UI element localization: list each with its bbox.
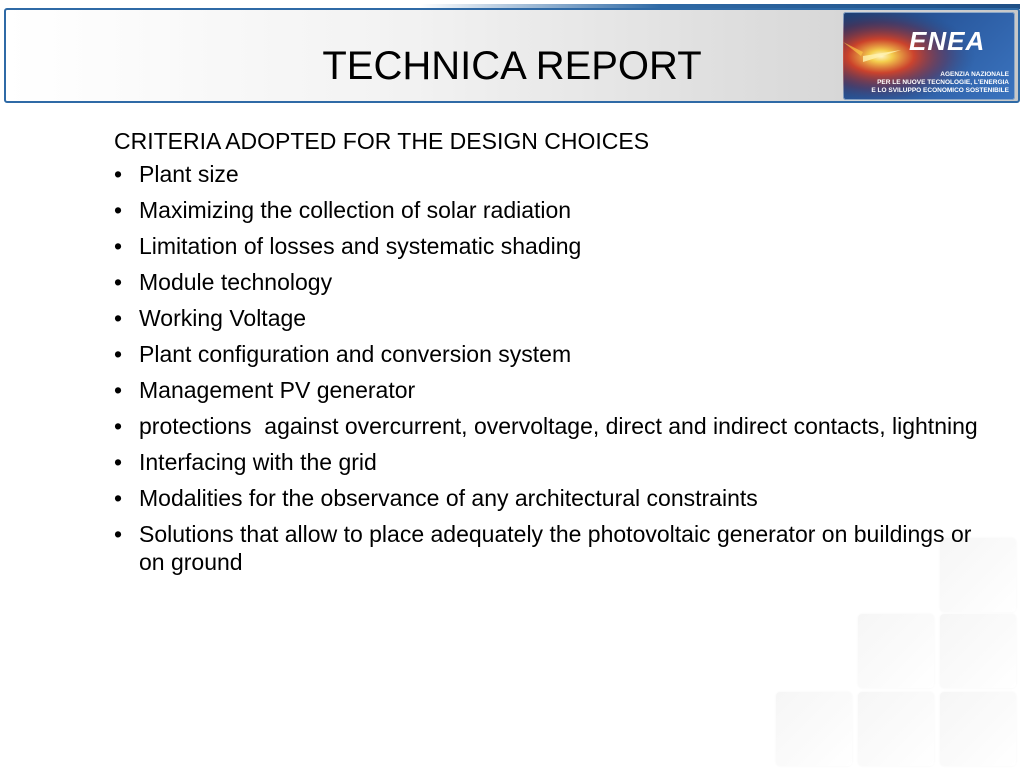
logo-subtitle [843,71,1009,95]
logo-subtitle-line: E LO SVILUPPO ECONOMICO SOSTENIBILE [871,87,1009,94]
bullet-icon: • [114,341,123,367]
list-item-text: Working Voltage [139,305,307,331]
list-item [114,448,994,476]
list-item [114,304,994,332]
bullet-icon: • [114,521,123,547]
logo-wordmark: ENEA [909,26,986,56]
bullet-icon: • [114,449,123,475]
list-item [114,520,994,576]
list-item [114,232,994,260]
bullet-icon: • [114,305,123,331]
list-item [114,484,994,512]
decorative-tile [858,692,934,766]
list-item [114,412,994,440]
bullet-icon: • [114,485,123,511]
logo-subtitle-line: AGENZIA NAZIONALE [940,71,1009,78]
list-item [114,196,994,224]
list-item [114,160,994,188]
bullet-icon: • [114,197,123,223]
list-item-text: Management PV generator [139,377,416,403]
enea-logo [843,12,1015,100]
decorative-tile [776,692,852,766]
bullet-icon: • [114,413,123,439]
section-heading: CRITERIA ADOPTED FOR THE DESIGN CHOICES [114,128,650,154]
bullet-list [114,160,994,576]
list-item [114,376,994,404]
bullet-icon: • [114,161,123,187]
list-item-text: Solutions that allow to place adequately the photovoltaic generator on buildings or on ground [139,521,972,575]
list-item-text: Interfacing with the grid [139,449,377,475]
slide-content [114,124,994,584]
slide-title: TECHNICA REPORT [322,44,702,88]
decorative-tile [940,614,1016,688]
bullet-icon: • [114,269,123,295]
decorative-tile [940,692,1016,766]
list-item-text: Maximizing the collection of solar radiation [139,197,572,223]
list-item-text: Modalities for the observance of any architectural constraints [139,485,758,511]
list-item [114,268,994,296]
list-item-text: Limitation of losses and systematic shading [139,233,582,259]
list-item-text: Plant size [139,161,239,187]
bullet-icon: • [114,233,123,259]
list-item-text: protections against overcurrent, overvoltage, direct and indirect contacts, lightning [139,413,978,439]
list-item [114,340,994,368]
list-item-text: Module technology [139,269,333,295]
list-item-text: Plant configuration and conversion system [139,341,572,367]
logo-subtitle-line: PER LE NUOVE TECNOLOGIE, L'ENERGIA [877,79,1009,86]
bullet-icon: • [114,377,123,403]
decorative-tile [858,614,934,688]
